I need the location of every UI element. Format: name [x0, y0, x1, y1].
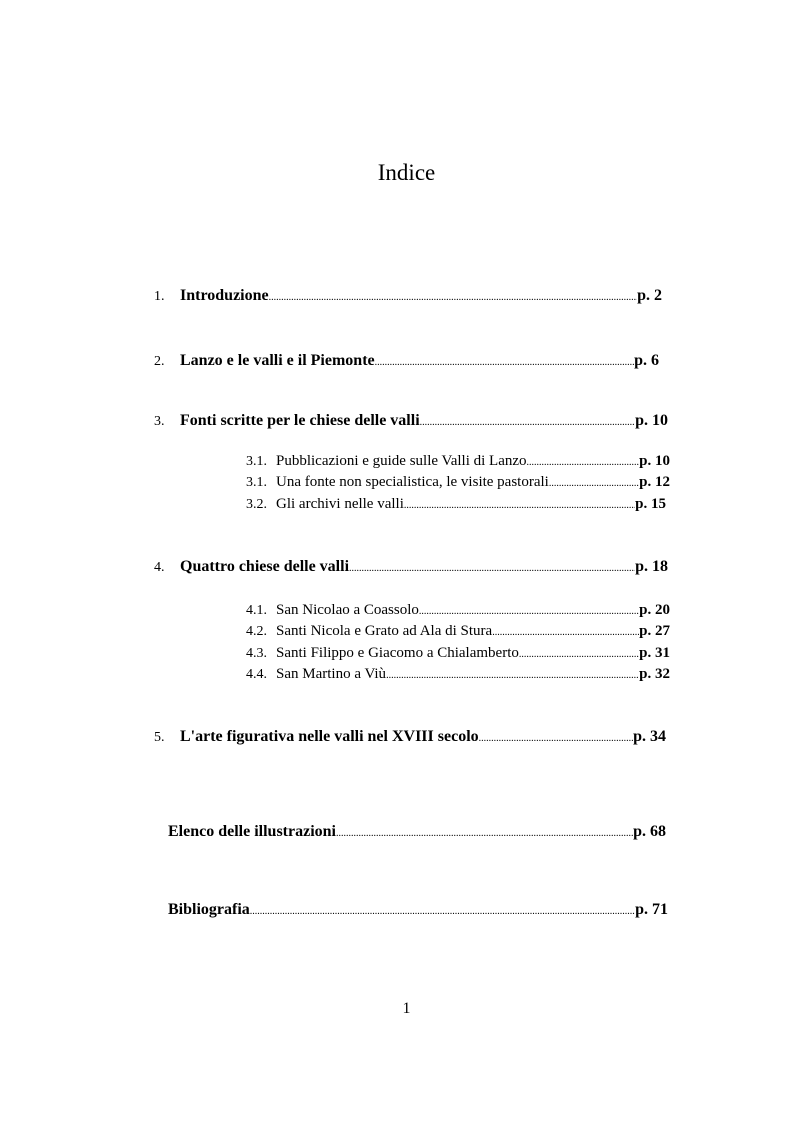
dot-leader — [420, 413, 635, 433]
toc-entry-title: Pubblicazioni e guide sulle Valli di Lanzo — [276, 453, 527, 469]
toc-entry-bibliografia[interactable] — [168, 900, 668, 922]
dot-leader — [250, 902, 635, 922]
toc-entry-title: Elenco delle illustrazioni — [168, 823, 336, 840]
toc-subentry-san-nicolao[interactable] — [246, 601, 670, 621]
toc-entry-number: 4. — [154, 560, 165, 575]
dot-leader — [375, 353, 634, 373]
dot-leader — [527, 453, 640, 472]
toc-entry-page: p. 71 — [635, 901, 668, 918]
dot-leader — [349, 559, 635, 579]
toc-entry-page: p. 20 — [639, 602, 670, 618]
toc-entry-number: 4.2. — [246, 624, 267, 639]
toc-entry-title: Gli archivi nelle valli — [276, 496, 404, 512]
toc-entry-title: L'arte figurativa nelle valli nel XVIII secolo — [180, 728, 479, 745]
toc-entry-page: p. 31 — [639, 645, 670, 661]
dot-leader — [269, 288, 637, 308]
toc-entry-number: 1. — [154, 289, 165, 304]
toc-entry-page: p. 6 — [634, 352, 659, 369]
toc-entry-arte-figurativa[interactable] — [154, 727, 666, 749]
dot-leader — [386, 666, 639, 685]
toc-entry-title: Una fonte non specialistica, le visite pastorali — [276, 474, 549, 490]
toc-subentry-santi-nicola-grato[interactable] — [246, 622, 670, 642]
dot-leader — [336, 824, 633, 844]
dot-leader — [479, 729, 633, 749]
toc-entry-number: 4.1. — [246, 603, 267, 618]
page-number: 1 — [402, 1000, 411, 1017]
toc-entry-fonti-scritte[interactable] — [154, 411, 668, 433]
toc-entry-title: Quattro chiese delle valli — [180, 558, 350, 575]
toc-entry-number: 3.1. — [246, 475, 267, 490]
toc-entry-number: 2. — [154, 354, 165, 369]
toc-subentry-san-martino[interactable] — [246, 665, 670, 685]
toc-entry-title: Santi Filippo e Giacomo a Chialamberto — [276, 645, 519, 661]
toc-entry-number: 3.1. — [246, 454, 267, 469]
toc-entry-title: Introduzione — [180, 287, 269, 304]
toc-entry-page: p. 12 — [639, 474, 670, 490]
toc-entry-page: p. 15 — [635, 496, 666, 512]
toc-entry-title: Lanzo e le valli e il Piemonte — [180, 352, 375, 369]
toc-entry-page: p. 68 — [633, 823, 666, 840]
toc-subentry-santi-filippo-giacomo[interactable] — [246, 644, 670, 664]
toc-entry-introduzione[interactable] — [154, 286, 662, 308]
dot-leader — [549, 474, 639, 493]
toc-subentry-pubblicazioni[interactable] — [246, 452, 670, 472]
toc-entry-title: Santi Nicola e Grato ad Ala di Stura — [276, 623, 493, 639]
toc-entry-title: San Martino a Viù — [276, 666, 387, 682]
toc-entry-title: Bibliografia — [168, 901, 250, 918]
toc-entry-page: p. 27 — [639, 623, 670, 639]
toc-subentry-visite-pastorali[interactable] — [246, 473, 670, 493]
toc-entry-page: p. 18 — [635, 558, 668, 575]
toc-entry-number: 4.4. — [246, 667, 267, 682]
toc-entry-lanzo[interactable] — [154, 351, 659, 373]
toc-entry-page: p. 32 — [639, 666, 670, 682]
toc-entry-page: p. 2 — [637, 287, 662, 304]
toc-entry-title: Fonti scritte per le chiese delle valli — [180, 412, 420, 429]
dot-leader — [492, 623, 639, 642]
toc-entry-quattro-chiese[interactable] — [154, 557, 668, 579]
dot-leader — [419, 602, 639, 621]
toc-entry-page: p. 10 — [635, 412, 668, 429]
toc-entry-number: 4.3. — [246, 646, 267, 661]
dot-leader — [404, 496, 635, 515]
dot-leader — [519, 645, 639, 664]
toc-entry-page: p. 34 — [633, 728, 666, 745]
page-title: Indice — [377, 160, 436, 185]
toc-subentry-archivi[interactable] — [246, 495, 666, 515]
toc-entry-number: 5. — [154, 730, 165, 745]
toc-entry-elenco-illustrazioni[interactable] — [168, 822, 666, 844]
toc-entry-number: 3.2. — [246, 497, 267, 512]
toc-entry-number: 3. — [154, 414, 165, 429]
toc-entry-title: San Nicolao a Coassolo — [276, 602, 419, 618]
toc-entry-page: p. 10 — [639, 453, 670, 469]
